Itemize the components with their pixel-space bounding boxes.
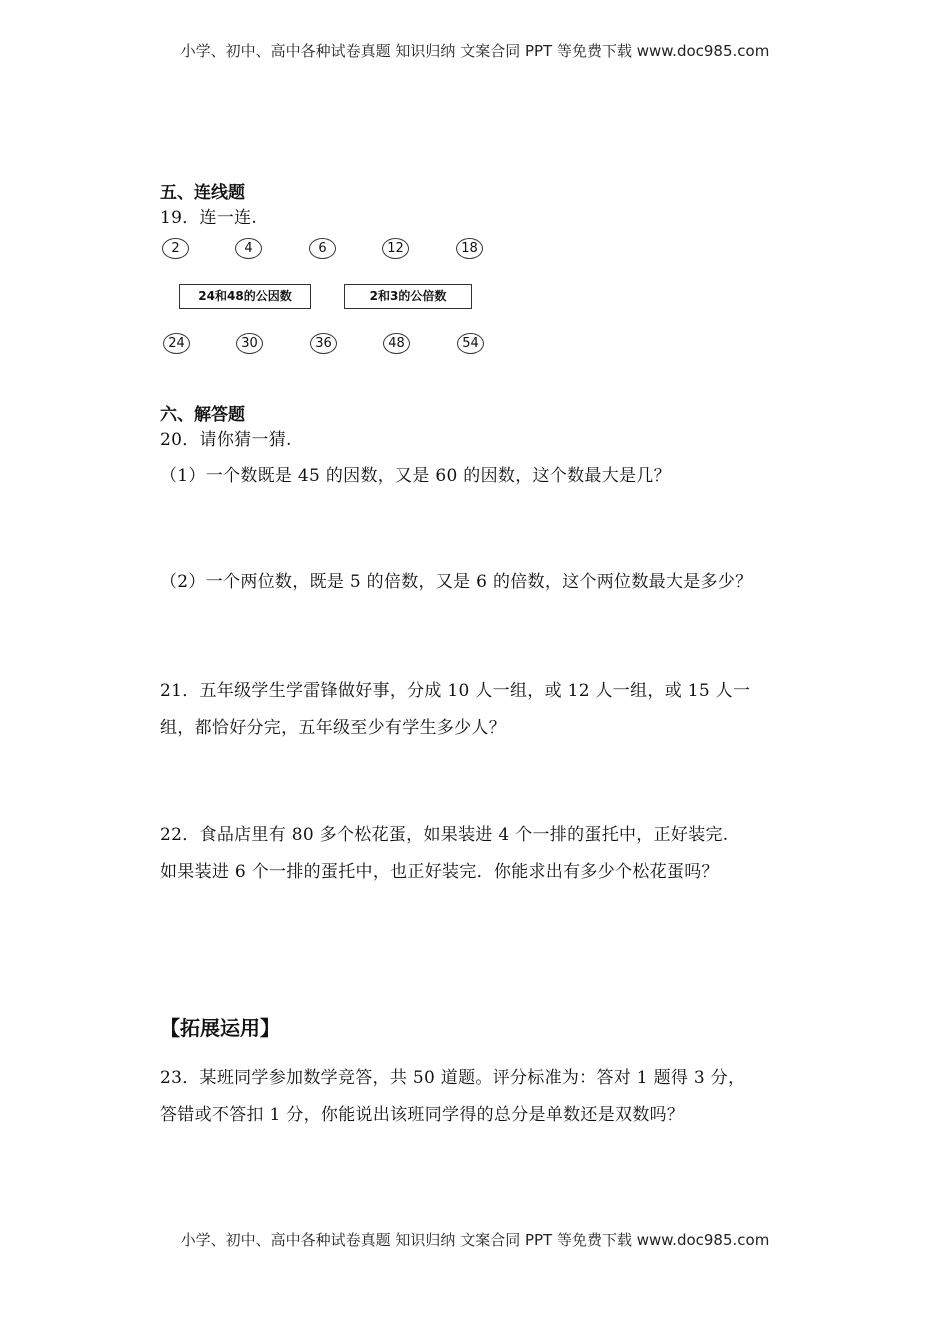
- top-number-circle[interactable]: 4: [235, 238, 262, 259]
- bottom-number-circle[interactable]: 36: [310, 333, 337, 354]
- common-multiple-box[interactable]: 2和3的公倍数: [344, 284, 472, 309]
- question-21-line-1: 21．五年级学生学雷锋做好事，分成 10 人一组，或 12 人一组，或 15 人一: [160, 681, 751, 701]
- section-title-matching: 五、连线题: [160, 183, 245, 203]
- bottom-number-circle[interactable]: 48: [383, 333, 410, 354]
- question-21-line-2: 组，都恰好分完，五年级至少有学生多少人？: [160, 718, 506, 738]
- bottom-number-circle[interactable]: 24: [163, 333, 190, 354]
- top-number-circle[interactable]: 6: [309, 238, 336, 259]
- question-19: 19．连一连.: [160, 208, 258, 228]
- top-number-circle[interactable]: 12: [382, 238, 409, 259]
- question-20-part-2: （2）一个两位数，既是 5 的倍数，又是 6 的倍数，这个两位数最大是多少？: [160, 572, 753, 592]
- question-20-part-1: （1）一个数既是 45 的因数，又是 60 的因数，这个数最大是几？: [160, 466, 671, 486]
- top-number-circle[interactable]: 2: [162, 238, 189, 259]
- top-number-circle[interactable]: 18: [456, 238, 483, 259]
- page-header: 小学、初中、高中各种试卷真题 知识归纳 文案合同 PPT 等免费下载 www.doc985.com: [180, 42, 770, 60]
- section-title-extension: 【拓展运用】: [160, 1016, 280, 1040]
- question-23-line-1: 23．某班同学参加数学竞答，共 50 道题。评分标准为：答对 1 题得 3 分，: [160, 1068, 746, 1088]
- question-20: 20．请你猜一猜.: [160, 430, 292, 450]
- common-factor-box[interactable]: 24和48的公因数: [179, 284, 311, 309]
- question-22-line-1: 22．食品店里有 80 多个松花蛋，如果装进 4 个一排的蛋托中，正好装完.: [160, 825, 729, 845]
- bottom-number-circle[interactable]: 30: [236, 333, 263, 354]
- page-footer: 小学、初中、高中各种试卷真题 知识归纳 文案合同 PPT 等免费下载 www.doc985.com: [180, 1231, 770, 1249]
- question-23-line-2: 答错或不答扣 1 分，你能说出该班同学得的总分是单数还是双数吗？: [160, 1105, 685, 1125]
- section-title-answers: 六、解答题: [160, 405, 245, 425]
- bottom-number-circle[interactable]: 54: [457, 333, 484, 354]
- question-22-line-2: 如果装进 6 个一排的蛋托中，也正好装完．你能求出有多少个松花蛋吗？: [160, 862, 719, 882]
